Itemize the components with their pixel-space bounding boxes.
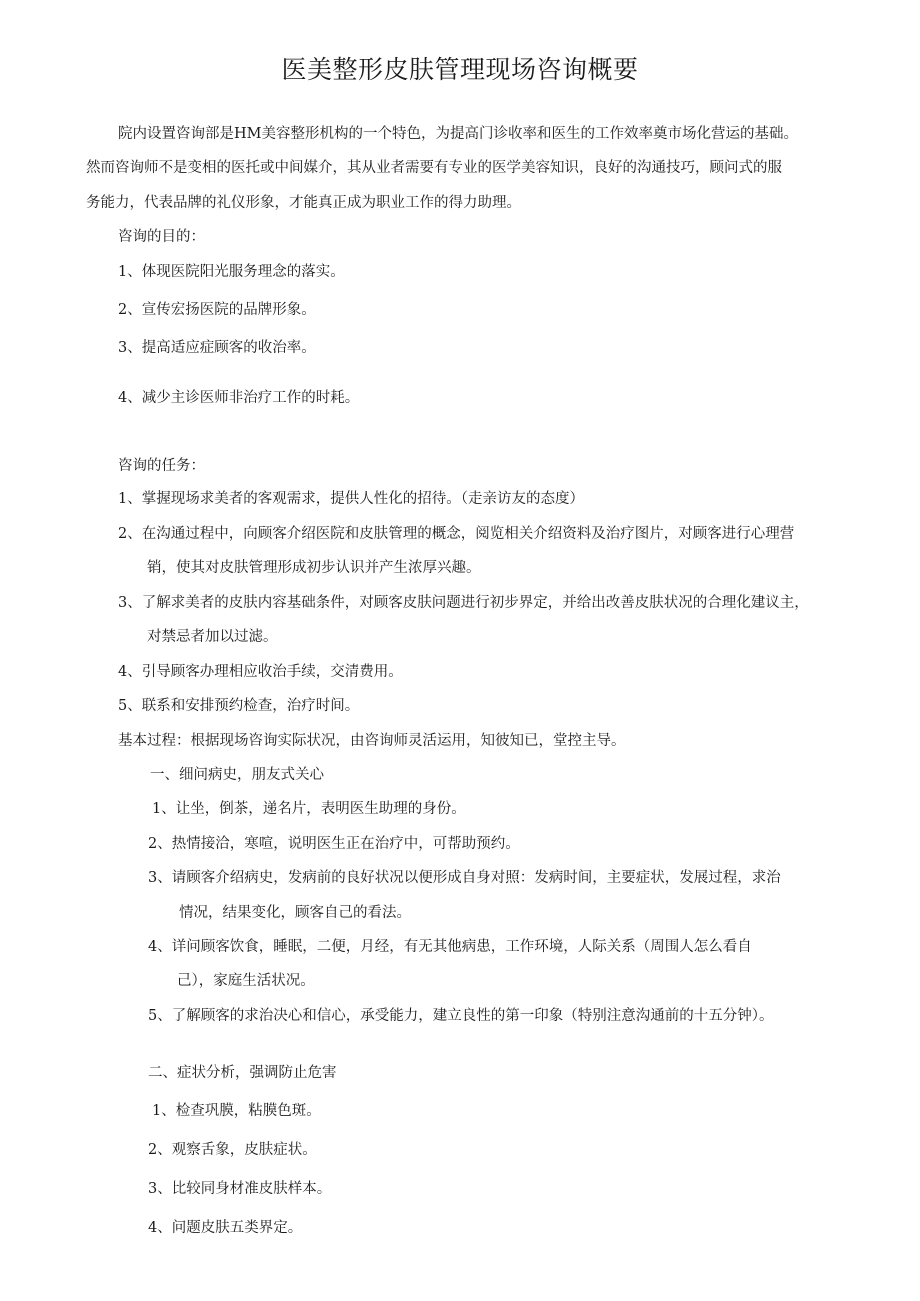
process-intro: 基本过程：根据现场咨询实际状况，由咨询师灵活运用，知彼知已，堂控主导。 xyxy=(118,733,626,749)
section-1-item-3-line-2: 情况，结果变化，顾客自己的看法。 xyxy=(179,905,411,921)
tasks-item-1: 1、掌握现场求美者的客观需求，提供人性化的招待。（走亲访友的态度） xyxy=(118,491,584,507)
purpose-item-4: 4、减少主诊医师非治疗工作的时耗。 xyxy=(118,390,360,406)
section-2-item-3: 3、比较同身材准皮肤样本。 xyxy=(148,1181,332,1197)
document-title: 医美整形皮肤管理现场咨询概要 xyxy=(281,55,639,84)
tasks-heading: 咨询的任务： xyxy=(118,458,205,474)
section-1-item-2: 2、热情接洽，寒喧，说明医生正在治疗中，可帮助预约。 xyxy=(148,836,520,852)
tasks-item-2-line-1: 2、在沟通过程中，向顾客介绍医院和皮肤管理的概念，阅览相关介绍资料及治疗图片，对顾客进行心理营 xyxy=(118,526,795,542)
section-1-item-5: 5、了解顾客的求治决心和信心，承受能力，建立良性的第一印象（特别注意沟通前的十五分钟）。 xyxy=(148,1008,774,1024)
tasks-item-2-line-2: 销，使其对皮肤管理形成初步认识并产生浓厚兴趣。 xyxy=(147,560,481,576)
section-1-item-4-line-1: 4、详问顾客饮食，睡眠，二便，月经，有无其他病患，工作环境，人际关系（周围人怎么看自 xyxy=(148,939,752,955)
section-2-item-4: 4、问题皮肤五类界定。 xyxy=(148,1220,303,1236)
tasks-item-3-line-1: 3、了解求美者的皮肤内容基础条件，对顾客皮肤问题进行初步界定，并给出改善皮肤状况的合理化建议主， xyxy=(118,595,809,611)
section-2-item-1: 1、检查巩膜，粘膜色斑。 xyxy=(152,1103,321,1119)
tasks-item-5: 5、联系和安排预约检查，治疗时间。 xyxy=(118,698,360,714)
intro-line-2: 然而咨询师不是变相的医托或中间媒介，其从业者需要有专业的医学美容知识，良好的沟通技巧，顾问式的服 xyxy=(86,160,782,176)
section-1-item-1: 1、让坐，倒茶，递名片，表明医生助理的身份。 xyxy=(152,801,466,817)
purpose-item-2: 2、宣传宏扬医院的品牌形象。 xyxy=(118,302,316,318)
tasks-item-3-line-2: 对禁忌者加以过滤。 xyxy=(147,629,278,645)
section-1-item-4-line-2: 己），家庭生活状况。 xyxy=(177,973,315,989)
intro-line-3: 务能力，代表品牌的礼仪形象，才能真正成为职业工作的得力助理。 xyxy=(86,195,521,211)
section-1-item-3-line-1: 3、请顾客介绍病史，发病前的良好状况以便形成自身对照：发病时间，主要症状，发展过程，求治 xyxy=(148,870,781,886)
section-2-heading: 二、症状分析，强调防止危害 xyxy=(148,1065,337,1081)
section-1-heading: 一、细问病史，朋友式关心 xyxy=(150,767,324,783)
purpose-heading: 咨询的目的： xyxy=(118,229,205,245)
purpose-item-1: 1、体现医院阳光服务理念的落实。 xyxy=(118,264,345,280)
purpose-item-3: 3、提高适应症顾客的收治率。 xyxy=(118,340,316,356)
intro-line-1: 院内设置咨询部是HM美容整形机构的一个特色，为提高门诊收率和医生的工作效率奠市场化营运的基础。 xyxy=(118,126,798,142)
section-2-item-2: 2、观察舌象，皮肤症状。 xyxy=(148,1142,317,1158)
tasks-item-4: 4、引导顾客办理相应收治手续，交清费用。 xyxy=(118,664,403,680)
